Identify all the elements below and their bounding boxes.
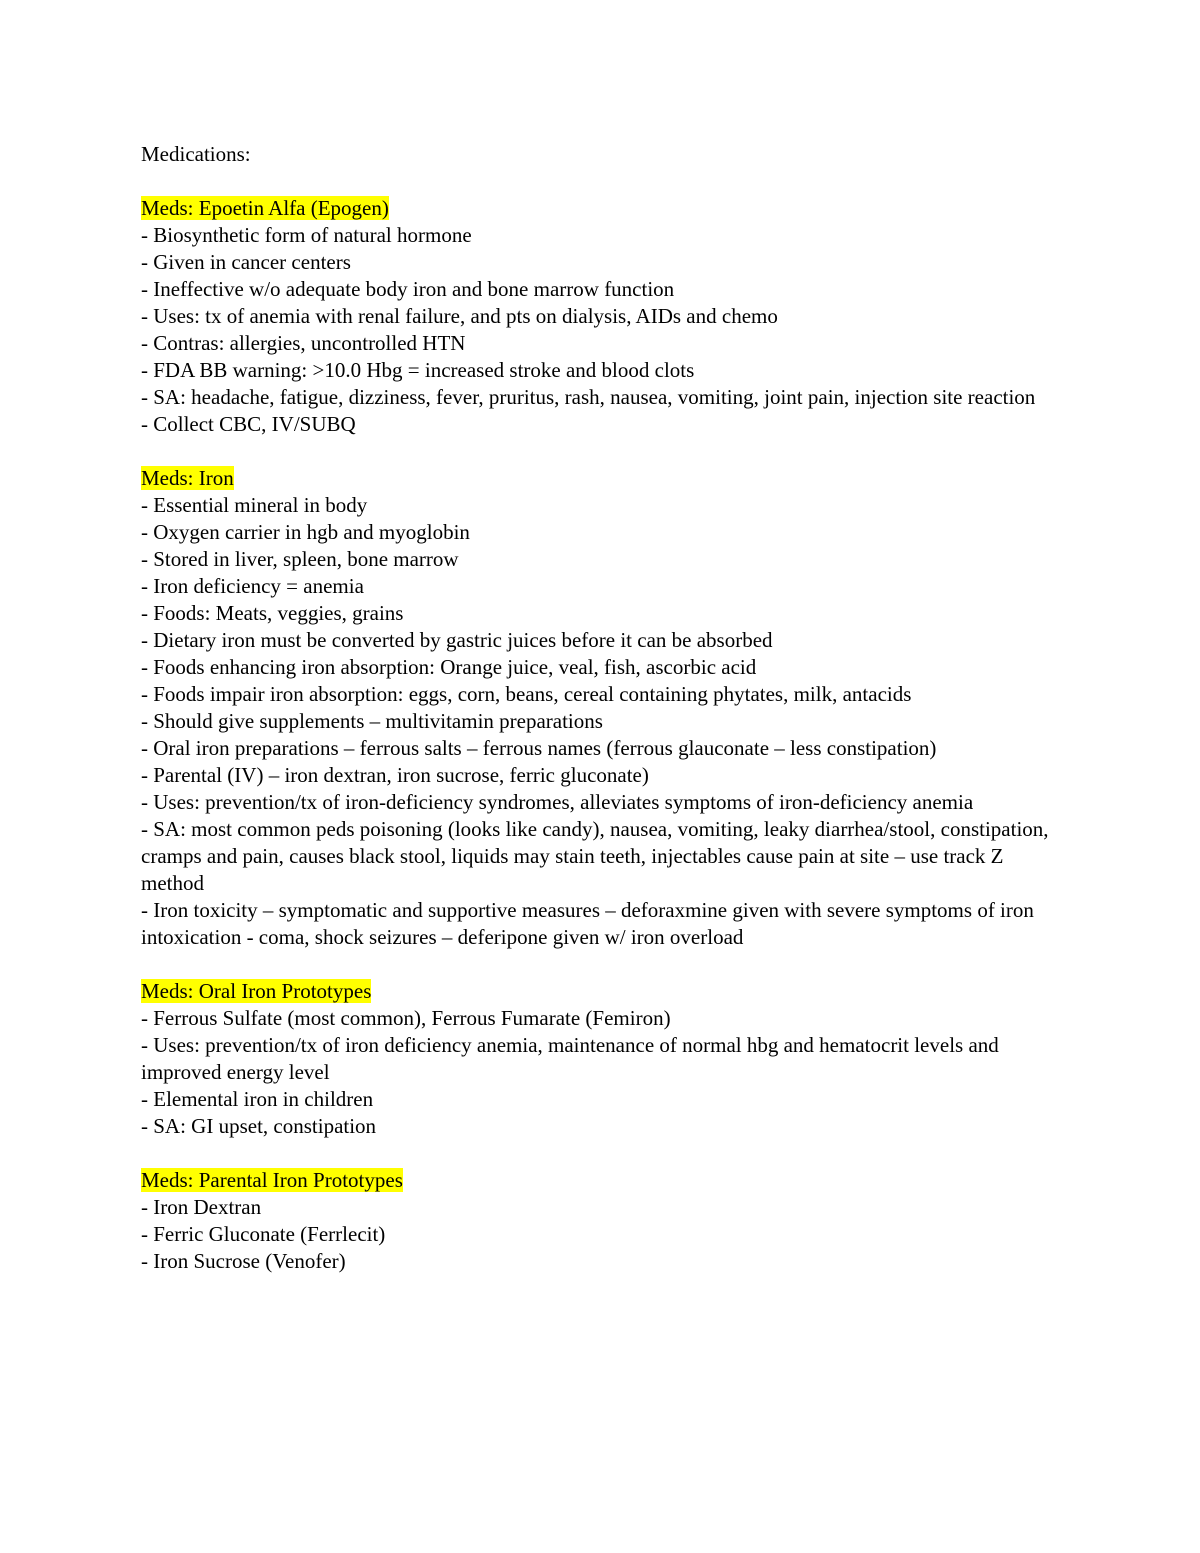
list-item: - Elemental iron in children xyxy=(141,1087,374,1111)
list-item: - Iron Sucrose (Venofer) xyxy=(141,1249,346,1273)
bullet-list xyxy=(141,1005,1061,1140)
list-item: - SA: GI upset, constipation xyxy=(141,1114,377,1138)
list-item: - Ferric Gluconate (Ferrlecit) xyxy=(141,1222,386,1246)
section-parental-iron-prototypes xyxy=(141,1167,1061,1275)
list-item: - Contras: allergies, uncontrolled HTN xyxy=(141,331,466,355)
list-item: - Collect CBC, IV/SUBQ xyxy=(141,412,356,436)
list-item: - SA: headache, fatigue, dizziness, fever, pruritus, rash, nausea, vomiting, joint pain, injection site reaction xyxy=(141,385,1036,409)
highlighted-heading: Meds: Epoetin Alfa (Epogen) xyxy=(141,196,389,220)
document-page xyxy=(141,141,1061,1302)
list-item: - Ferrous Sulfate (most common), Ferrous Fumarate (Femiron) xyxy=(141,1006,671,1030)
highlighted-heading: Meds: Iron xyxy=(141,466,234,490)
section-heading xyxy=(141,195,1061,222)
list-item: - Essential mineral in body xyxy=(141,493,368,517)
section-heading xyxy=(141,978,1061,1005)
list-item: - Foods enhancing iron absorption: Orange juice, veal, fish, ascorbic acid xyxy=(141,655,757,679)
highlighted-heading: Meds: Oral Iron Prototypes xyxy=(141,979,372,1003)
list-item: - Iron deficiency = anemia xyxy=(141,574,364,598)
list-item: - Foods impair iron absorption: eggs, corn, beans, cereal containing phytates, milk, antacids xyxy=(141,682,912,706)
list-item: - Uses: prevention/tx of iron deficiency anemia, maintenance of normal hbg and hematocrit levels and improved energy level xyxy=(141,1033,999,1084)
page-title: Medications: xyxy=(141,142,251,166)
list-item: - Stored in liver, spleen, bone marrow xyxy=(141,547,459,571)
list-item: - Parental (IV) – iron dextran, iron sucrose, ferric gluconate) xyxy=(141,763,649,787)
list-item: - Uses: tx of anemia with renal failure, and pts on dialysis, AIDs and chemo xyxy=(141,304,778,328)
bullet-list xyxy=(141,492,1061,951)
bullet-list xyxy=(141,222,1061,438)
list-item: - Oral iron preparations – ferrous salts – ferrous names (ferrous glauconate – less constipation) xyxy=(141,736,937,760)
bullet-list xyxy=(141,1194,1061,1275)
list-item: - Dietary iron must be converted by gastric juices before it can be absorbed xyxy=(141,628,773,652)
list-item: - FDA BB warning: >10.0 Hbg = increased stroke and blood clots xyxy=(141,358,695,382)
list-item: - Should give supplements – multivitamin preparations xyxy=(141,709,603,733)
section-heading xyxy=(141,1167,1061,1194)
list-item: - Foods: Meats, veggies, grains xyxy=(141,601,404,625)
highlighted-heading: Meds: Parental Iron Prototypes xyxy=(141,1168,403,1192)
section-iron xyxy=(141,465,1061,951)
list-item: - Oxygen carrier in hgb and myoglobin xyxy=(141,520,470,544)
list-item: - Iron Dextran xyxy=(141,1195,262,1219)
list-item: - Ineffective w/o adequate body iron and bone marrow function xyxy=(141,277,675,301)
list-item: - Iron toxicity – symptomatic and supportive measures – deforaxmine given with severe symptoms of iron intoxication - coma, shock seizures – deferipone given w/ iron overload xyxy=(141,898,1034,949)
list-item: - SA: most common peds poisoning (looks like candy), nausea, vomiting, leaky diarrhea/stool, constipation, cramps and pain, causes black stool, liquids may stain teeth, injectables cause pain at site – use track Z method xyxy=(141,817,1049,895)
section-heading xyxy=(141,465,1061,492)
list-item: - Given in cancer centers xyxy=(141,250,351,274)
section-epoetin-alfa xyxy=(141,195,1061,438)
list-item: - Biosynthetic form of natural hormone xyxy=(141,223,472,247)
list-item: - Uses: prevention/tx of iron-deficiency syndromes, alleviates symptoms of iron-deficiency anemia xyxy=(141,790,974,814)
section-oral-iron-prototypes xyxy=(141,978,1061,1140)
